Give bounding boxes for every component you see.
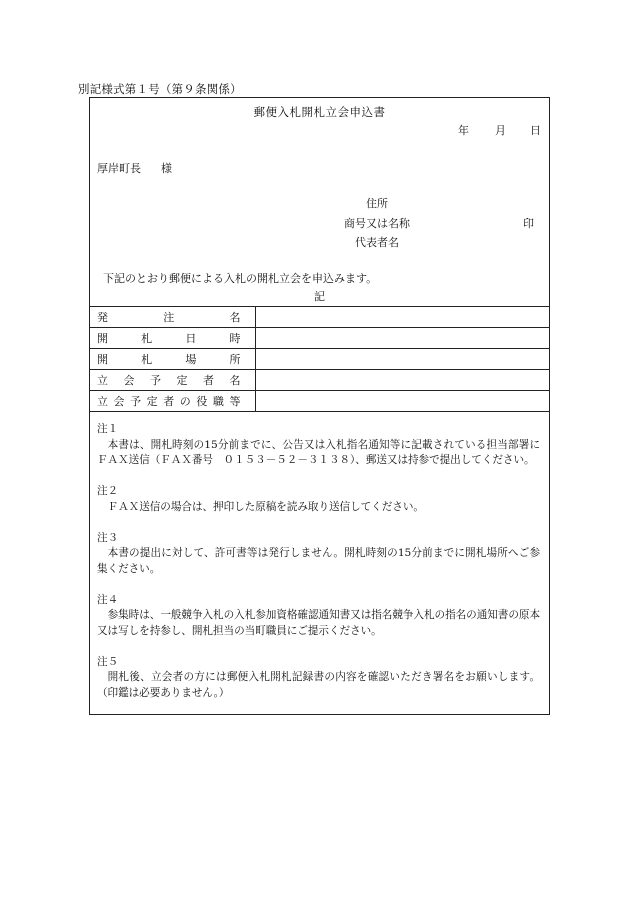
addressee-name: 厚岸町長 xyxy=(97,162,141,175)
applicant-trade-name-label: 商号又は名称 xyxy=(344,217,410,230)
note-item xyxy=(97,484,540,515)
row-value-attendee-name xyxy=(255,370,549,391)
note-item xyxy=(97,531,540,578)
table-row xyxy=(90,349,549,370)
note-body: 本書の提出に対して、許可書等は発行しません。開札時刻の15分前までに開札場所へご参集ください。 xyxy=(97,547,540,575)
note-heading: 注２ xyxy=(97,485,119,497)
note-heading: 注４ xyxy=(97,593,119,606)
table-row xyxy=(90,391,549,412)
seal-label: 印 xyxy=(523,217,534,230)
application-form-frame xyxy=(89,97,550,715)
row-label-attendee-name: 立会予定者名 xyxy=(90,370,255,391)
row-label-order-name: 発注名 xyxy=(90,307,255,328)
note-heading: 注３ xyxy=(97,531,119,544)
table-row xyxy=(90,370,549,391)
date-day-label: 日 xyxy=(530,124,541,137)
document-title: 郵便入札開札立会申込書 xyxy=(253,105,386,119)
request-statement: 下記のとおり郵便による入札の開札立会を申込みます。 xyxy=(103,272,378,285)
form-number-label: 別記様式第１号（第９条関係） xyxy=(78,82,242,96)
ki-heading: 記 xyxy=(314,290,325,303)
note-body: 開札後、立会者の方には郵便入札開札記録書の内容を確認いただき署名をお願いします。（印鑑は必要ありません。） xyxy=(97,671,540,699)
note-body: 本書は、開札時刻の15分前までに、公告又は入札指名通知等に記載されている担当部署にＦＡＸ送信（ＦＡＸ番号 ０１５３－５２－３１３８）、郵送又は持参で提出してください。 xyxy=(97,438,540,466)
notes-section xyxy=(97,422,540,717)
row-value-attendee-position xyxy=(255,391,549,412)
date-month-label: 月 xyxy=(495,124,506,137)
note-item xyxy=(97,655,540,702)
row-label-opening-datetime: 開札日時 xyxy=(90,328,255,349)
row-value-opening-datetime xyxy=(255,328,549,349)
table-row xyxy=(90,307,549,328)
note-heading: 注１ xyxy=(97,423,119,435)
applicant-representative-label: 代表者名 xyxy=(355,236,399,249)
applicant-address-label: 住所 xyxy=(366,197,388,210)
row-value-opening-place xyxy=(255,349,549,370)
date-year-label: 年 xyxy=(458,124,469,137)
row-label-attendee-position: 立会予定者の役職等 xyxy=(90,391,255,412)
note-item xyxy=(97,593,540,640)
note-body: 参集時は、一般競争入札の入札参加資格確認通知書又は指名競争入札の指名の通知書の原本又は写しを持参し、開札担当の当町職員にご提示ください。 xyxy=(97,609,540,637)
table-row xyxy=(90,328,549,349)
row-label-opening-place: 開札場所 xyxy=(90,349,255,370)
addressee-honorific: 様 xyxy=(161,162,172,175)
note-body: ＦＡＸ送信の場合は、押印した原稿を読み取り送信してください。 xyxy=(107,500,424,513)
row-value-order-name xyxy=(255,307,549,328)
addressee xyxy=(97,160,172,176)
entries-table xyxy=(90,306,549,412)
note-item xyxy=(97,422,540,469)
note-heading: 注５ xyxy=(97,655,119,668)
